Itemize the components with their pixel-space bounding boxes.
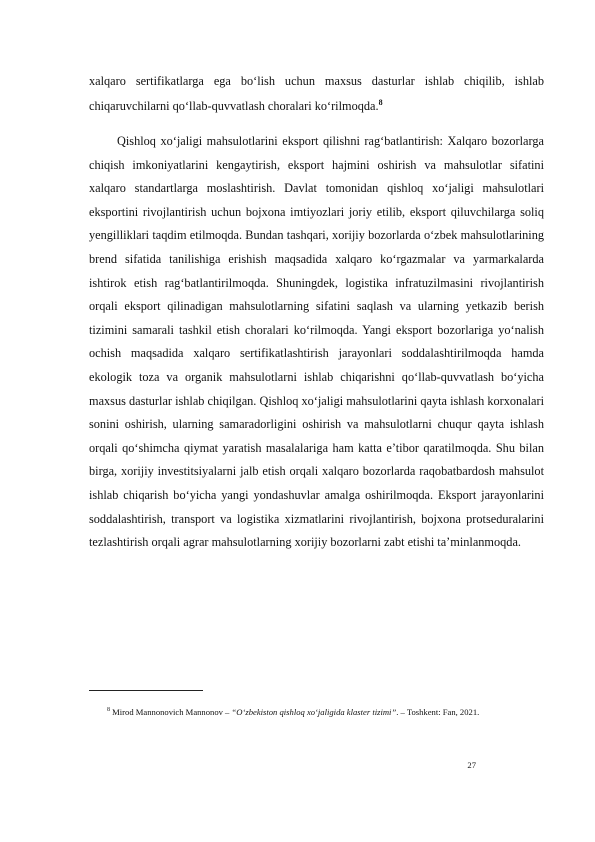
footnote-reference[interactable]: 8 (378, 97, 383, 107)
paragraph-continuation (89, 69, 544, 118)
page-number: 27 (467, 760, 476, 770)
footnote-number: 8 (107, 707, 110, 714)
footnote-publication: . – Toshkent: Fan, 2021. (396, 707, 480, 717)
paragraph-1-text: xalqaro sertifikatlarga ega bo‘lish uchun maxsus dasturlar ishlab chiqilib, ishlab chiqaruvchilarni qo‘llab-quvvatlash choralari ko‘rilmoqda. (89, 74, 544, 113)
footnote-title: “O‘zbekiston qishloq xo‘jaligida klaster tizimi” (231, 707, 397, 717)
footnote (107, 703, 527, 721)
body-paragraph: Qishloq xo‘jaligi mahsulotlarini eksport qilishni rag‘batlantirish: Xalqaro bozorlarga chiqish imkoniyatlarini kengaytirish, eksport hajmini oshirish va mahsulotlar sifatini xalqaro standartlarga moslashtirish. Davlat tomonidan qishloq xo‘jaligi mahsulotlari eksportini rivojlantirish uchun bojxona imtiyozlari joriy etilib, eksport qiluvchilarga soliq yengilliklari taqdim etilmoqda. Bundan tashqari, xorijiy bozorlarda o‘zbek mahsulotlarining brend sifatida tanilishiga erishish maqsadida xalqaro ko‘rgazmalar va yarmarkalarda ishtirok etish rag‘batlantirilmoqda. Shuningdek, logistika infratuzilmasini rivojlantirish orqali eksport qilinadigan mahsulotlarning sifatini saqlash va ularning yetkazib berish tizimini samarali tashkil etish choralari ko‘rilmoqda. Yangi eksport bozorlariga yo‘nalish ochish maqsadida xalqaro sertifikatlashtirish jarayonlari soddalashtirilmoqda hamda ekologik toza va organik mahsulotlarni ishlab chiqarishni qo‘llab-quvvatlash bo‘yicha maxsus dasturlar ishlab chiqilgan. Qishloq xo‘jaligi mahsulotlarini qayta ishlash korxonalari sonini oshirish, ularning samaradorligini oshirish va mahsulotlarni chuqur qayta ishlash orqali qo‘shimcha qiymat yaratish masalalariga ham katta e’tibor qaratilmoqda. Shu bilan birga, xorijiy investitsiyalarni jalb etish orqali xalqaro bozorlarda raqobatbardosh mahsulot ishlab chiqarish bo‘yicha yangi yondashuvlar amalga oshirilmoqda. Eksport jarayonlarini soddalashtirish, transport va logistika xizmatlarini rivojlantirish, bojxona protseduralarini tezlashtirish orqali agrar mahsulotlarning xorijiy bozorlarni zabt etishi ta’minlanmoqda. (89, 134, 544, 550)
footnote-separator (89, 690, 203, 691)
footnote-author: Mirod Mannonovich Mannonov – (112, 707, 232, 717)
